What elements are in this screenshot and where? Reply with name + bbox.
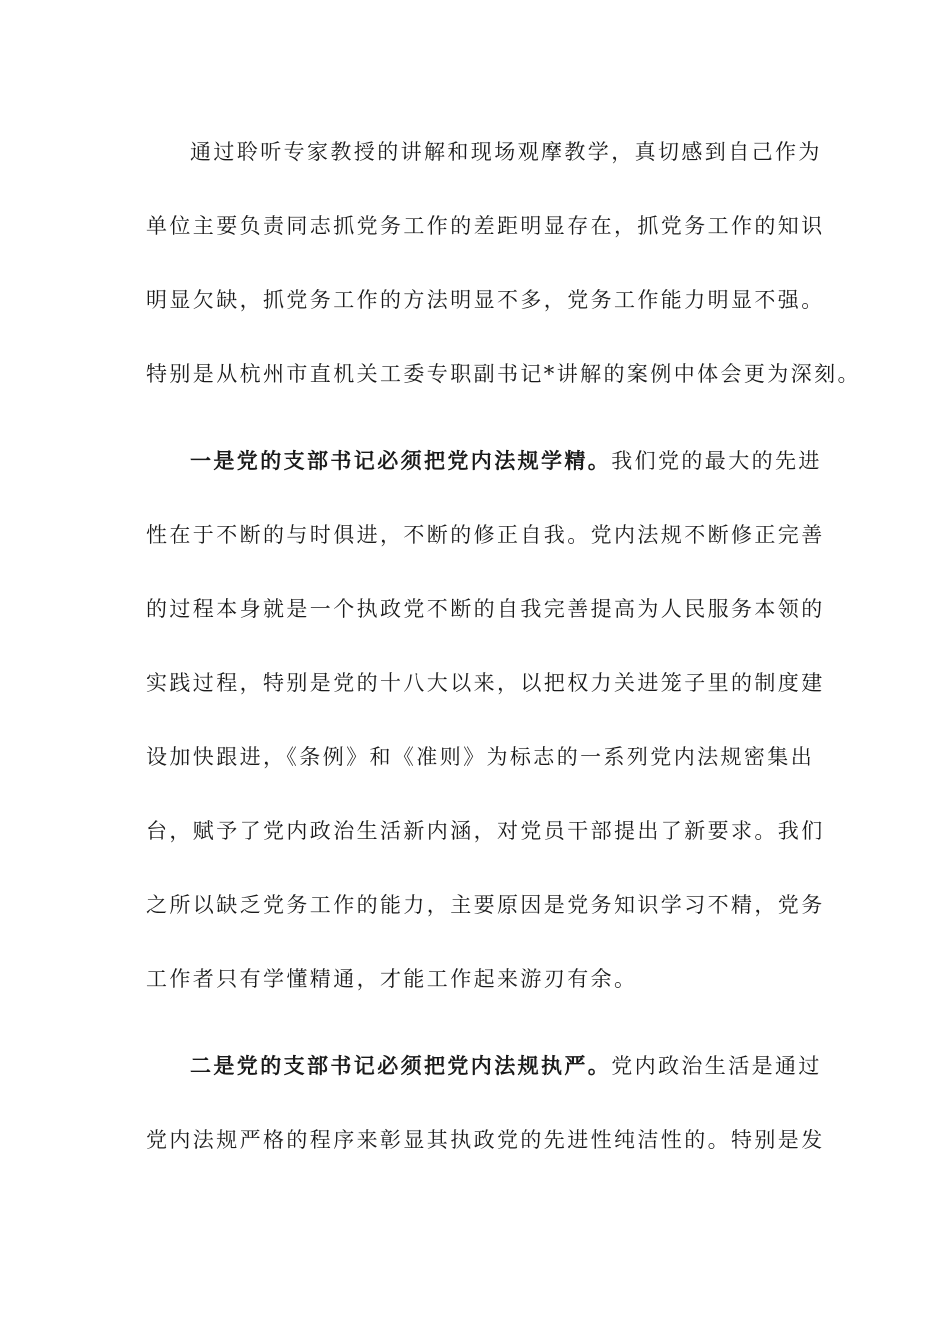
intro-line-2: 单位主要负责同志抓党务工作的差距明显存在，抓党务工作的知识: [146, 214, 825, 238]
point1-line-3: 的过程本身就是一个执政党不断的自我完善提高为人民服务本领的: [146, 597, 825, 621]
point1-first-line-rest: 我们党的最大的先进: [611, 449, 822, 473]
point2-heading: 二是党的支部书记必须把党内法规执严。: [190, 1053, 612, 1078]
point2-first-line-rest: 党内政治生活是通过: [611, 1054, 822, 1078]
point1-line-8: 工作者只有学懂精通，才能工作起来游刃有余。: [146, 967, 638, 991]
point1-line-7: 之所以缺乏党务工作的能力，主要原因是党务知识学习不精，党务: [146, 893, 825, 917]
point1-line-5: 设加快跟进，《条例》和《准则》为标志的一系列党内法规密集出: [146, 745, 815, 769]
intro-line-1: 通过聆听专家教授的讲解和现场观摩教学，真切感到自己作为: [190, 140, 822, 164]
point1-line-4: 实践过程，特别是党的十八大以来，以把权力关进笼子里的制度建: [146, 671, 825, 695]
point1-line-6: 台，赋予了党内政治生活新内涵，对党员干部提出了新要求。我们: [146, 819, 825, 843]
point1-line-2: 性在于不断的与时俱进，不断的修正自我。党内法规不断修正完善: [146, 523, 825, 547]
point2-first-line: [190, 1050, 850, 1082]
intro-line-4: 特别是从杭州市直机关工委专职副书记*讲解的案例中体会更为深刻。: [146, 362, 861, 386]
intro-line-3: 明显欠缺，抓党务工作的方法明显不多，党务工作能力明显不强。: [146, 288, 825, 312]
point1-first-line: [190, 445, 850, 477]
point2-line-2: 党内法规严格的程序来彰显其执政党的先进性纯洁性的。特别是发: [146, 1128, 825, 1152]
point1-heading: 一是党的支部书记必须把党内法规学精。: [190, 448, 612, 473]
